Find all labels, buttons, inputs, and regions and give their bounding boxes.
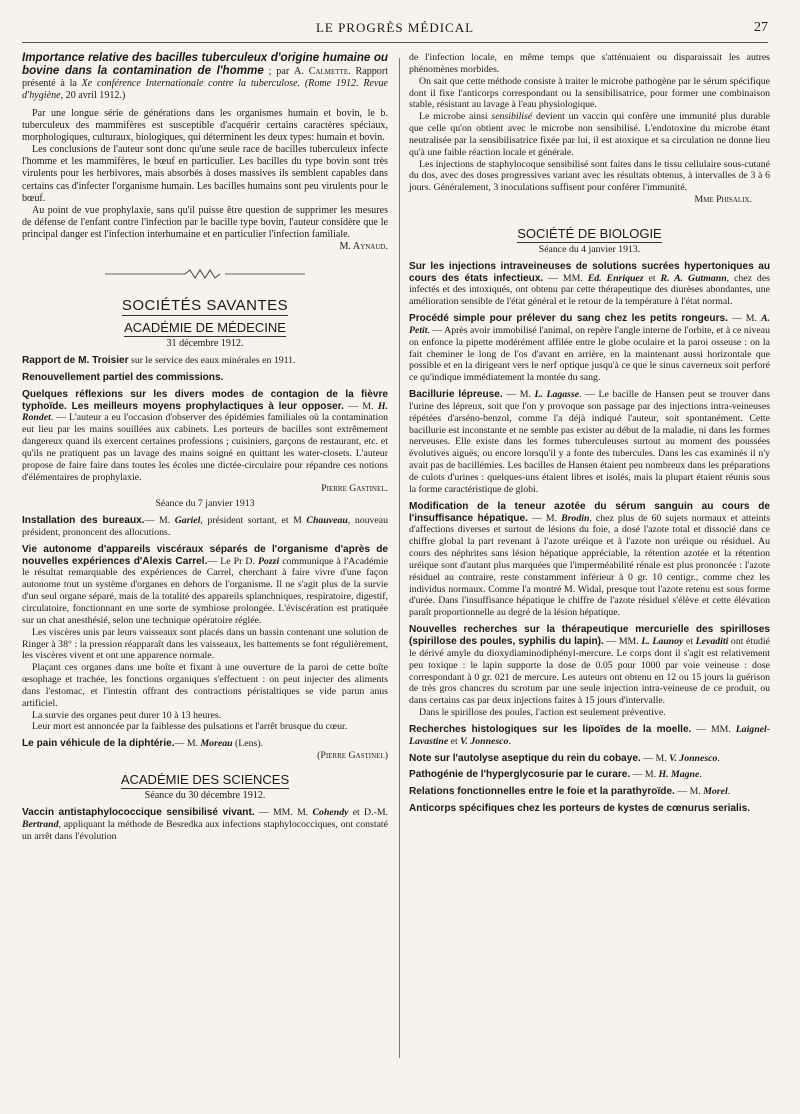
ornament-rule-icon: [105, 268, 305, 280]
seance-date-2: Séance du 7 janvier 1913: [155, 498, 255, 510]
item-renouvellement: Renouvellement partiel des commissions.: [22, 371, 224, 383]
item-installation-bureaux: Installation des bureaux.— M. Gariel, président sortant, et M Chauveau, nouveau président, prononcent des allocutions.: [22, 515, 389, 538]
seance-date-3: Séance du 30 décembre 1912.: [144, 790, 266, 802]
section-ornament: [22, 268, 388, 288]
lead-paragraph-2: Les conclusions de l'auteur sont donc qu'une seule race de bacilles tuberculeux infecte l'homme et les mammifères, le bœuf en particulier. Les bacilles du type bovin sont très virulents pour les herbivores, mais absorbés à doses massives ils semblent capables dans certains cas d'infecter l'organisme humain. Les bacilles humains sont peu virulents pour le bœuf.: [22, 144, 388, 204]
item-vaccin-staphylococcique: Vaccin antistaphylococcique sensibilisé vivant. — MM. M. Cohendy et D.-M. Bertrand, appliquant la méthode de Besredka aux infections staphylococciques, ont constaté un arrêt dans l'évolution: [22, 807, 388, 842]
item-foie-parathyroide: Relations fonctionnelles entre le foie et la parathyroïde. — M. Morel.: [409, 786, 731, 798]
seance-date-4: Séance du 4 janvier 1913.: [538, 243, 641, 255]
left-column: [22, 52, 388, 848]
lead-paragraph-3: Au point de vue prophylaxie, sans qu'il puisse être question de supprimer les mesures de défense de l'enfant contre l'infection par le bacille type bovin, l'auteur considère que le principal danger est l'infection interhumaine et en particulier l'infection familiale.: [22, 204, 388, 241]
item-prelevement-sang: Procédé simple pour prélever du sang chez les petits rongeurs. — M. A. Petit. — Après avoir immobilisé l'animal, on repère l'angle interne de l'orbite, et à ce niveau on enfonce la pipette modérément affilée entre le globe oculaire et la paroi osseuse : on la fait cheminer le long de l'os d'avant en arrière, en la maintenant aussi horizontale que possible et en la dirigeant vers le nerf optique jusqu'à ce que le sinus caverneux soit perforé ce qu'indique immédiatement la montée du sang.: [409, 313, 770, 384]
continuation-paragraph-2: On sait que cette méthode consiste à traiter le microbe pathogène par le sérum spécifique dont il fixe l'anticorps correspondant ou la sensibilisatrice, pour former une combinaison stable, résistant au lavage à l'eau physiologique.: [409, 75, 770, 111]
journal-title: LE PROGRÈS MÉDICAL: [315, 20, 475, 35]
mercurielle-paragraph-2: Dans le spirillose des poules, l'action est seulement préventive.: [419, 707, 666, 719]
signature-gastinel-2: (Pierre Gastinel): [317, 750, 388, 762]
signature-gastinel-1: Pierre Gastinel.: [321, 483, 388, 495]
carrel-paragraph-4: La survie des organes peut durer 10 à 13 heures.: [32, 709, 222, 721]
carrel-paragraph-2: Les viscères unis par leurs vaisseaux sont placés dans un bassin contenant une solution de Ringer à 38° : la pression réapparaît dans les vaisseaux, les battements se font régulièrement, les viscères vivent et ont une apparence normale.: [22, 626, 388, 662]
item-carrel: Vie autonome d'appareils viscéraux séparés de l'organisme d'après de nouvelles expériences d'Alexis Carrel.— Le Pr D. Pozzi communique à l'Académie le résultat remarquable des expériences de Carrel, cherchant à faire vivre d'une façon autonome tout un système d'organes en dehors de l'organisme. Il ne s'agit plus de la survie d'un seul organe séparé, mais de la totalité des appareils splanchniques, respiratoire, digestif, circulatoire, fonctionnant en une sorte de symbiose prolongée. L'éviscération est pratiquée sur un chat anesthésié, selon une technique opératoire réglée.: [22, 543, 388, 626]
lead-article-title: Importance relative des bacilles tuberculeux d'origine humaine ou bovine dans la contamination de l'homme: [22, 51, 388, 78]
signature-phisalix: Mme Phisalix.: [694, 194, 752, 206]
item-bacillurie-lepreuse: Bacillurie lépreuse. — M. L. Lagasse. — Le bacille de Hansen peut se trouver dans l'urine des lépreux, soit que l'on y provoque son passage par des injections intra-veineuses répétées d'arséno-benzol, comme l'a déjà indiqué l'auteur, soit spontanément. Cette bacillurie est inconstante et ne semble pas exister au début de la maladie, ni dans les formes nerveuses. Elle existe dans les formes tuberculeuses surtout au moment des poussées évolutives aiguës, ou encore lorsqu'il y a fonte des tubercules. Dans les cas examinés il n'y avait pas de bacillémies. Les bacilles de Hansen étaient peu nombreux dans les préparations de culots d'urines : quelques-uns étaient libres et isolés, mais la plupart étaient réunis sous la forme caractéristique de globi.: [409, 389, 770, 495]
continuation-paragraph-4: Les injections de staphylocoque sensibilisé sont faites dans le tissu cellulaire sous-cutané du dos, avec des doses progressives variant avec les résultats obtenus, à intervalles de 3 à 6 jours. Généralement, 3 inoculations suffisent pour conférer l'immunité.: [409, 158, 770, 194]
item-therapeutique-mercurielle: Nouvelles recherches sur la thérapeutique mercurielle des spirilloses (spirillose des poules, syphilis du lapin). — MM. L. Launoy et Levaditi ont étudié le dérivé amyle du dioxydiaminodiphényl-mercure. Le corps dont il s'agit est relativement peu toxique : le lapin supporte la dose de 0.05 pour 1000 par voie veineuse : dose correspondant à 0 gr. 021 de mercure. Les auteurs ont obtenu en 12 ou 15 jours la guérison de très gros chancres du scrotum par une seule injection intra-veineuse de ce produit, ou dans certains cas par deux injections faites à 15 jours d'intervalle.: [409, 624, 770, 707]
continuation-paragraph-1: de l'infection locale, en même temps que s'atténuaient ou disparaissait les autres phénomènes morbides.: [409, 52, 770, 75]
item-pain-diphterie: Le pain véhicule de la diphtérie.— M. Moreau (Lens).: [22, 738, 264, 750]
societe-biologie-heading: SOCIÉTÉ DE BIOLOGIE: [517, 225, 662, 241]
item-lipoides-moelle: Recherches histologiques sur les lipoïdes de la moelle. — MM. Laignel-Lavastine et V. Jonnesco.: [409, 723, 770, 747]
item-injections-sucrees: Sur les injections intraveineuses de solutions sucrées hypertoniques au cours des états infectieux. — MM. Ed. Enriquez et R. A. Gutmann, chez des infectés et des intoxiqués, ont obtenu par cette thérapeutique des diurèses abondantes, une amélioration sensible de l'état général et le retour de la température à l'état normal.: [409, 260, 770, 308]
lead-article-author: A. Calmette: [294, 66, 349, 78]
signature-aynaud: M. Aynaud.: [339, 241, 388, 253]
page-header: [22, 16, 768, 43]
section-title-societes: SOCIÉTÉS SAVANTES: [121, 296, 289, 314]
lead-paragraph-1: Par une longue série de générations dans les organismes humain et bovin, le b. tuberculeux des mammifères est susceptible d'acquérir certains caractères spéciaux, morphologiques, culturaux, biologiques, qui déterminent les deux types: humain et bovin.: [22, 107, 388, 143]
item-autolyse-rein: Note sur l'autolyse aseptique du rein du cobaye. — M. V. Jonnesco.: [409, 752, 720, 764]
carrel-paragraph-3: Plaçant ces organes dans une boîte et fixant à une ouverture de la paroi de cette boîte œsophage et trachée, les fonctions organiques s'effectuent : on peut injecter des aliments dans l'estomac, et l'intestin offrant des contractions péristaltiques se vide parun anus artificiel.: [22, 662, 388, 709]
item-anticorps-coenurus: Anticorps spécifiques chez les porteurs de kystes de cœnurus serialis.: [409, 803, 751, 815]
item-hyperglycosurie: Pathogénie de l'hyperglycosurie par le curare. — M. H. Magne.: [409, 769, 702, 781]
item-rapport-troisier: Rapport de M. Troisier sur le service des eaux minérales en 1911.: [22, 354, 296, 366]
lead-article-citation: Importance relative des bacilles tuberculeux d'origine humaine ou bovine dans la contamination de l'homme ; par A. Calmette. Rapport présenté à la Xe conférence Internationale contre la tuberculose. (Rome 1912. Revue d'hygiène, 20 avril 1912.): [22, 51, 389, 102]
academie-sciences-heading: ACADÉMIE DES SCIENCES: [120, 771, 290, 787]
academie-medecine-heading: ACADÉMIE DE MÉDECINE: [124, 319, 286, 335]
right-column: [409, 52, 770, 820]
continuation-paragraph-3: Le microbe ainsi sensibilisé devient un vaccin qui confère une immunité plus durable que celle qu'on obtient avec le microbe non sensibilisé. L'endotoxine du microbe étant neutralisée par la sensibilisatrice fixée par lui, il est atoxique et sa circulation ne donne lieu qu'à une faible réaction locale et générale.: [409, 111, 770, 158]
carrel-paragraph-5: Leur mort est annoncée par la faiblesse des pulsations et l'arrêt brusque du cœur.: [32, 721, 348, 733]
column-divider: [399, 58, 400, 1058]
item-fievre-typhoide: Quelques réflexions sur les divers modes de contagion de la fièvre typhoïde. Les meilleurs moyens prophylactiques à leur opposer. — M. H. Rondet. — L'auteur a eu l'occasion d'observer des épidémies familiales où la contamination eut lieu par les mains souillées aux cabinets. Les porteurs de bacilles sont extrêmement dangereux quand ils exercent certaines professions ; cuisiniers, garçons de restaurant, etc. et qu'ils ne pratiquent pas un lavage des mains soigné en quittant les water-closets. L'auteur propose de faire faire dans toutes les écoles une dictée-circulaire pour répandre ces notions d'élémentaires de prophylaxie.: [22, 388, 388, 483]
seance-date-1: 31 décembre 1912.: [166, 337, 244, 349]
page-number: 27: [754, 20, 768, 35]
item-teneur-azotee: Modification de la teneur azotée du sérum sanguin au cours de l'insuffisance hépatique. — M. Brodin, chez plus de 60 sujets normaux et atteints d'affections diverses et surtout de lésions du foie, a dosé l'azote total et dissocié dans ce chiffre global la part revenant à l'azote uréique et à l'azote non uréique ou résiduel. Au cours des néphrites sans lésion hépatique appréciable, la rétention azotée et la rétention uréique sont d'autant plus marquées que l'imperméabilité rénale est plus prononcée : l'azote résiduel au contraire, reste constamment inférieur à 0 gr. 10 centigr., comme chez les individus normaux. Comme l'a montré M. Widal, presque tout l'azote retenu est sous forme d'urée. Dans l'insuffisance hépatique le chiffre de l'azote résiduel s'élève et cette élévation paraît proportionnelle au degré de la lésion hépatique.: [409, 500, 771, 619]
